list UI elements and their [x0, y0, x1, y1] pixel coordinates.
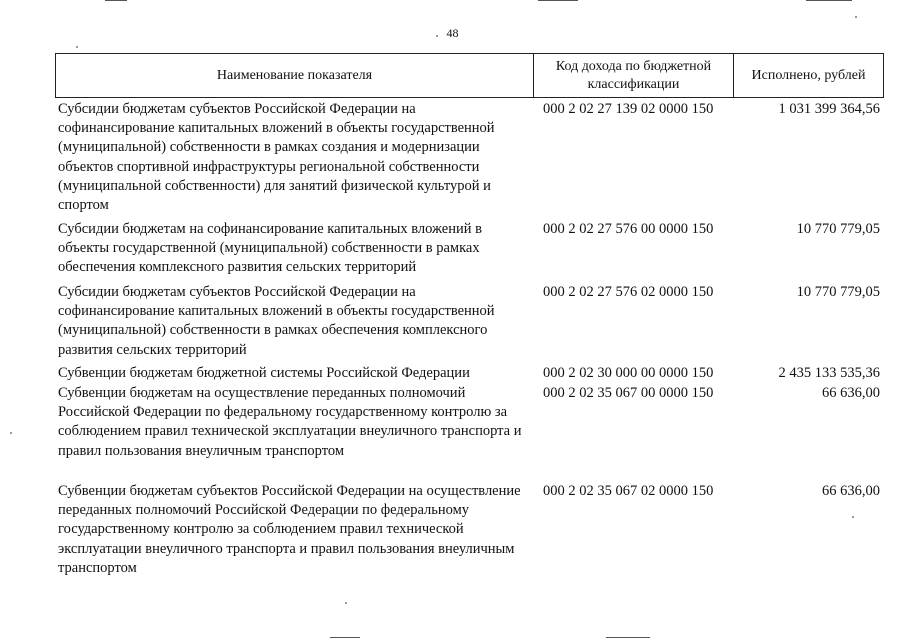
row-code: 000 2 02 30 000 00 0000 150	[543, 365, 714, 381]
row-amount: 10 770 779,05	[796, 284, 880, 300]
row-amount: 1 031 399 364,56	[778, 101, 880, 117]
row-amount: 66 636,00	[822, 385, 880, 401]
page-number: 48	[446, 26, 459, 40]
scan-speck	[345, 602, 347, 604]
scan-artifact-top-right	[806, 0, 852, 1]
row-code: 000 2 02 35 067 02 0000 150	[543, 483, 714, 499]
row-amount: 2 435 133 535,36	[778, 365, 880, 381]
row-code: 000 2 02 27 139 02 0000 150	[543, 101, 714, 117]
scan-artifact-bottom-left	[330, 637, 360, 638]
scan-speck	[852, 516, 854, 518]
row-code: 000 2 02 27 576 02 0000 150	[543, 284, 714, 300]
table-header	[55, 53, 884, 98]
scan-artifact-top-left	[105, 0, 127, 1]
row-code: 000 2 02 27 576 00 0000 150	[543, 221, 714, 237]
row-name: Субвенции бюджетам на осуществление переданных полномочий Российской Федерации по федеральному государственному контролю за соблюдением правил технической эксплуатации внеуличного транспорта и правил пользования внеуличным транспортом	[58, 385, 522, 459]
row-name: Субсидии бюджетам субъектов Российской Федерации на софинансирование капитальных вложений в объекты государственной (муниципальной) собственности в рамках обеспечения комплексного развития сельских территорий	[58, 284, 495, 358]
row-name: Субсидии бюджетам на софинансирование капитальных вложений в объекты государственной (муниципальной) собственности в рамках обеспечения комплексного развития сельских территорий	[58, 221, 482, 276]
scan-speck	[76, 46, 78, 48]
header-executed: Исполнено, рублей	[751, 67, 866, 83]
header-code: Код дохода по бюджетной классификации	[534, 54, 734, 97]
row-amount: 10 770 779,05	[796, 221, 880, 237]
row-name: Субсидии бюджетам субъектов Российской Федерации на софинансирование капитальных вложений в объекты государственной (муниципальной) собственности в рамках создания и модернизации объектов спортивной инфраструктуры региональной собственности (муниципальной собственности) для занятий физической культурой и спортом	[58, 101, 495, 214]
row-code: 000 2 02 35 067 00 0000 150	[543, 385, 714, 401]
row-amount: 66 636,00	[822, 483, 880, 499]
scan-speck	[855, 16, 857, 18]
row-name: Субвенции бюджетам субъектов Российской Федерации на осуществление переданных полномочий Российской Федерации по федеральному государственному контролю за соблюдением правил технической эксплуатации внеуличного транспорта и правил пользования внеуличным транспортом	[58, 483, 521, 576]
row-name: Субвенции бюджетам бюджетной системы Российской Федерации	[58, 365, 470, 381]
scan-speck	[10, 432, 12, 434]
scan-artifact-bottom-right	[606, 637, 650, 638]
scan-artifact-top-center	[538, 0, 578, 1]
header-name: Наименование показателя	[56, 54, 534, 97]
